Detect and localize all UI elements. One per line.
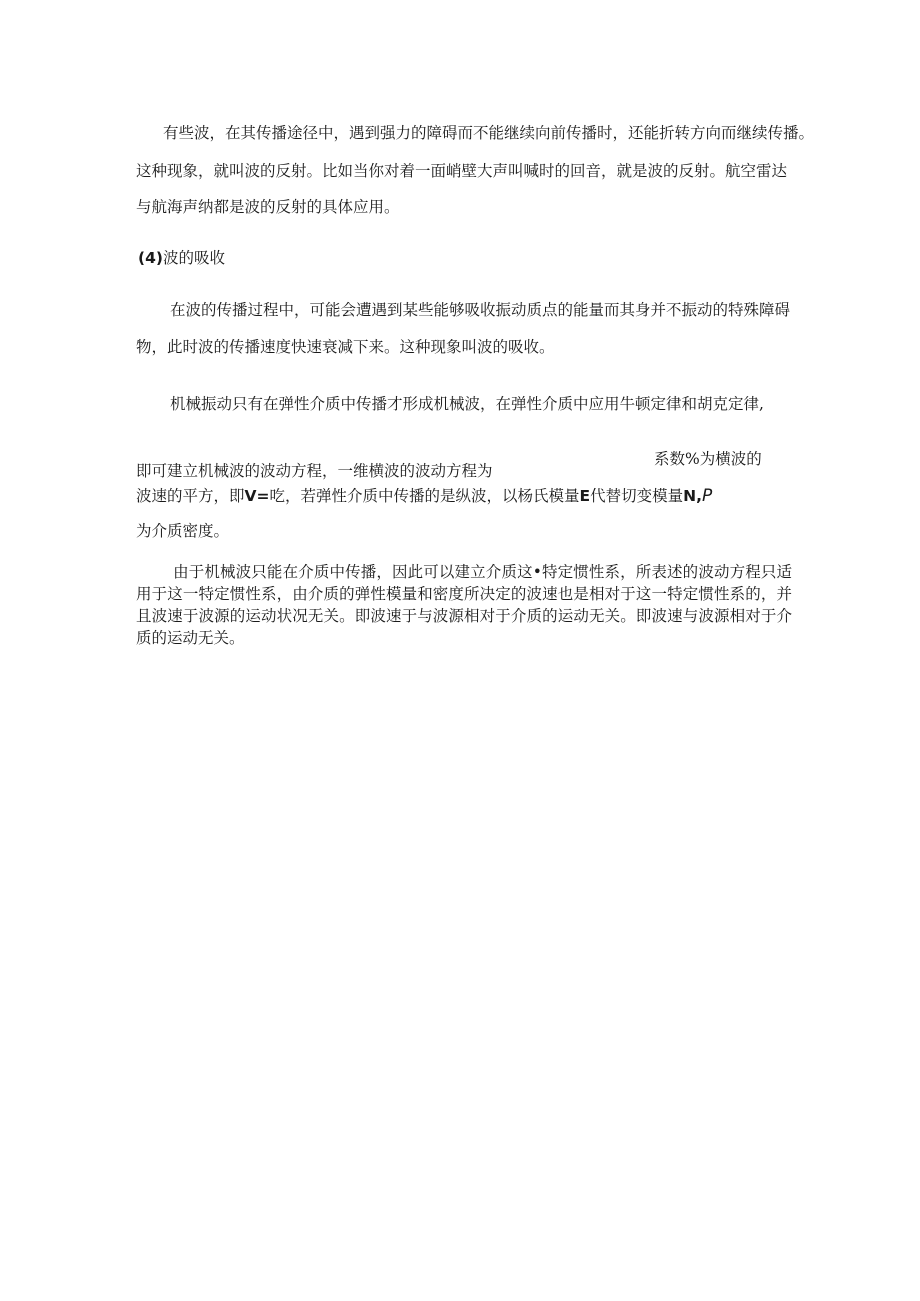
line3-text-a: 波速的平方，即 — [136, 487, 245, 505]
symbol-N: N, — [683, 487, 702, 505]
reflection-line-2: 这种现象，就叫波的反射。比如当你对着一面峭壁大声叫喊时的回音，就是波的反射。航空雷达 — [136, 162, 788, 180]
line3-text-b: 吃，若弹性介质中传播的是纵波，以杨氏模量 — [269, 487, 580, 505]
mechanical-line-4: 为介质密度。 — [136, 522, 230, 540]
velocity-formula: V= — [244, 487, 270, 505]
mechanical-line-1: 机械振动只有在弹性介质中传播才形成机械波，在弹性介质中应用牛顿定律和胡克定律, — [170, 395, 764, 413]
reflection-line-3: 与航海声纳都是波的反射的具体应用。 — [136, 198, 400, 216]
section-title: 波的吸收 — [162, 249, 225, 267]
symbol-E: E — [579, 487, 591, 505]
section-number: (4) — [138, 249, 163, 267]
section-heading — [138, 248, 225, 268]
line3-text-c: 代替切变模量 — [590, 487, 684, 505]
mechanical-line-2-right: 系数%为横波的 — [654, 450, 762, 468]
absorption-line-1: 在波的传播过程中，可能会遭遇到某些能够吸收振动质点的能量而其身并不振动的特殊障碍 — [170, 301, 791, 319]
mechanical-line-3 — [136, 486, 712, 506]
mechanical-line-2-left: 即可建立机械波的波动方程，一维横波的波动方程为 — [136, 462, 493, 480]
inertial-paragraph — [136, 561, 792, 649]
symbol-P: P — [702, 486, 713, 506]
absorption-line-2: 物，此时波的传播速度快速衰减下来。这种现象叫波的吸收。 — [136, 338, 555, 356]
reflection-line-1: 有些波，在其传播途径中，遇到强力的障碍而不能继续向前传播时，还能折转方向而继续传播。 — [163, 124, 815, 142]
inertial-text: 由于机械波只能在介质中传播，因此可以建立介质这•特定惯性系，所表述的波动方程只适用于这一特定惯性系，由介质的弹性模量和密度所决定的波速也是相对于这一特定惯性系的，并且波速于波源的运动状况无关。即波速于与波源相对于介质的运动无关。即波速与波源相对于介质的运动无关。 — [136, 563, 792, 647]
